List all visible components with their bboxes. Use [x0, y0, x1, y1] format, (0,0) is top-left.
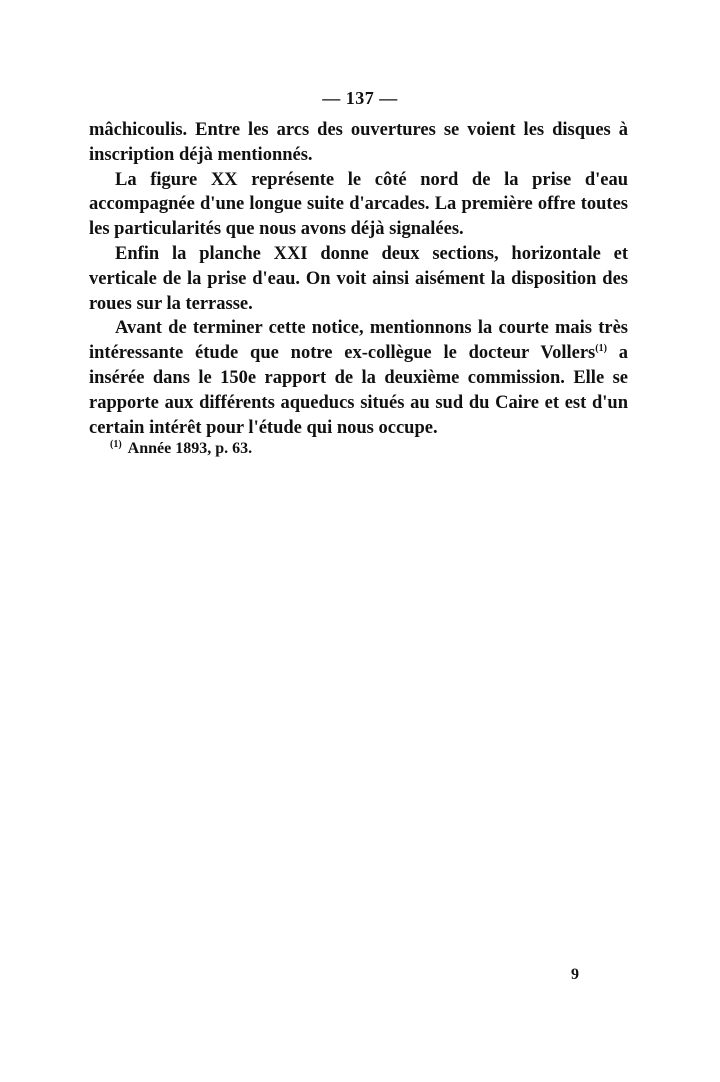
page-number-header: — 137 —: [322, 88, 398, 108]
paragraph-2: La figure XX représente le côté nord de la prise d'eau accompagnée d'une longue suite d'arcades. La première offre toutes les particularités que nous avons déjà signalées.: [89, 169, 628, 240]
footnote-reference: (1): [595, 343, 607, 355]
footnote-mark: (1): [110, 438, 122, 450]
paragraph-4-text-before: Avant de terminer cette notice, mentionnons la courte mais très intéressante étude que notre ex-collègue le docteur Vollers: [89, 318, 628, 364]
footnote-text: Année 1893, p. 63.: [127, 440, 253, 457]
signature-mark: 9: [571, 966, 579, 983]
paragraph-4-text-after: a insérée dans le 150e rapport de la deuxième commission. Elle se rapporte aux différents aqueducs situés au sud du Caire et est d'un certain intérêt pour l'étude qui nous occupe.: [89, 343, 628, 438]
footnote: [110, 440, 610, 458]
paragraph-4: [89, 316, 628, 440]
body-text: [89, 118, 628, 440]
paragraph-1: mâchicoulis. Entre les arcs des ouvertures se voient les disques à inscription déjà mentionnés.: [89, 120, 628, 165]
paragraph-3: Enfin la planche XXI donne deux sections, horizontale et verticale de la prise d'eau. On voit ainsi aisément la disposition des roues sur la terrasse.: [89, 243, 628, 314]
